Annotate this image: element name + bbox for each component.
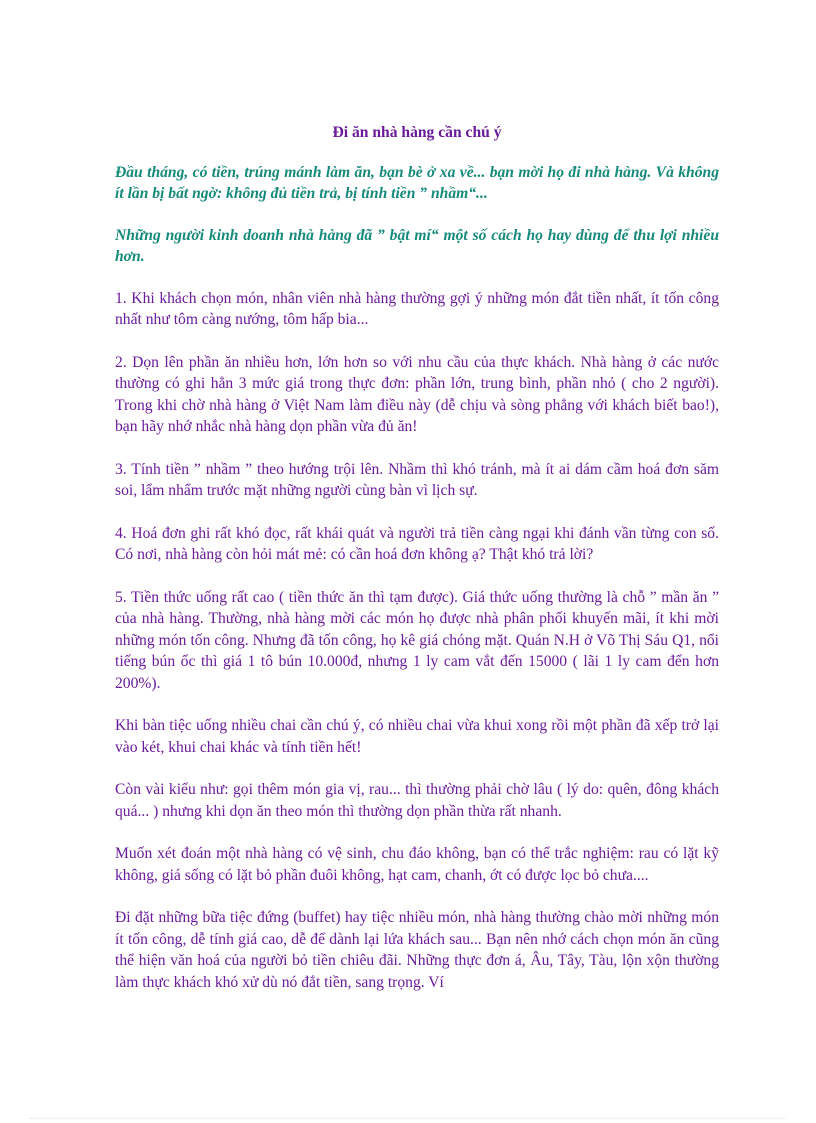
body-paragraph-5: 5. Tiền thức uống rất cao ( tiền thức ăn thì tạm được). Giá thức uống thường là chỗ ” mần ăn ” của nhà hàng. Thường, nhà hàng mời các món họ được nhà phân phối khuyến mãi, ít khi mời những món tốn công. Nhưng đã tốn công, họ kê giá chóng mặt. Quán N.H ở Võ Thị Sáu Q1, nổi tiếng bún ốc thì giá 1 tô bún 10.000đ, nhưng 1 ly cam vắt đến 15000 ( lãi 1 ly cam đến hơn 200%). <box>115 588 719 692</box>
page-bottom-divider <box>30 1118 786 1119</box>
intro-paragraph-2: Những người kinh doanh nhà hàng đã ” bật mí“ một số cách họ hay dùng để thu lợi nhiều hơn. <box>115 226 719 265</box>
body-paragraph-8: Muốn xét đoán một nhà hàng có vệ sinh, chu đáo không, bạn có thể trắc nghiệm: rau có lặt kỹ không, giá sống có lặt bỏ phần đuôi không, hạt cam, chanh, ớt có được lọc bỏ chưa.... <box>115 845 719 884</box>
document-title: Đi ăn nhà hàng cần chú ý <box>332 124 502 141</box>
body-paragraph-9: Đi đặt những bữa tiệc đứng (buffet) hay tiệc nhiều món, nhà hàng thường chào mời những món ít tốn công, dễ tính giá cao, dễ để dành lại lứa khách sau... Bạn nên nhớ cách chọn món ăn cũng thể hiện văn hoá của người bỏ tiền chiêu đãi. Những thực đơn á, Âu, Tây, Tàu, lộn xộn thường làm thực khách khó xử dù nó đắt tiền, sang trọng. Ví <box>115 909 719 991</box>
body-paragraph-1: 1. Khi khách chọn món, nhân viên nhà hàng thường gợi ý những món đắt tiền nhất, ít tốn công nhất như tôm càng nướng, tôm hấp bia... <box>115 289 719 328</box>
body-paragraph-2: 2. Dọn lên phần ăn nhiều hơn, lớn hơn so với nhu cầu của thực khách. Nhà hàng ở các nước thường có ghi hẳn 3 mức giá trong thực đơn: phần lớn, trung bình, phần nhỏ ( cho 2 người). Trong khi chờ nhà hàng ở Việt Nam làm điều này (dễ chịu và sòng phẳng với khách biết bao!), bạn hãy nhớ nhắc nhà hàng dọn phần vừa đủ ăn! <box>115 353 719 435</box>
intro-paragraph-1: Đầu tháng, có tiền, trúng mánh làm ăn, bạn bè ở xa về... bạn mời họ đi nhà hàng. Và không ít lần bị bất ngờ: không đủ tiền trả, bị tính tiền ” nhầm“... <box>115 163 719 202</box>
body-paragraph-3: 3. Tính tiền ” nhầm ” theo hướng trội lên. Nhầm thì khó tránh, mà ít ai dám cầm hoá đơn săm soi, lẩm nhẩm trước mặt những người cùng bàn vì lịch sự. <box>115 460 719 499</box>
document-page <box>115 122 719 1014</box>
body-paragraph-6: Khi bàn tiệc uống nhiều chai cần chú ý, có nhiều chai vừa khui xong rồi một phần đã xếp trở lại vào két, khui chai khác và tính tiền hết! <box>115 717 719 756</box>
body-paragraph-4: 4. Hoá đơn ghi rất khó đọc, rất khái quát và người trả tiền càng ngại khi đánh vần từng con số. Có nơi, nhà hàng còn hỏi mát mẻ: có cần hoá đơn không ạ? Thật khó trả lời? <box>115 524 719 563</box>
body-paragraph-7: Còn vài kiểu như: gọi thêm món gia vị, rau... thì thường phải chờ lâu ( lý do: quên, đông khách quá... ) nhưng khi dọn ăn theo món thì thường dọn phần thừa rất nhanh. <box>115 781 719 820</box>
